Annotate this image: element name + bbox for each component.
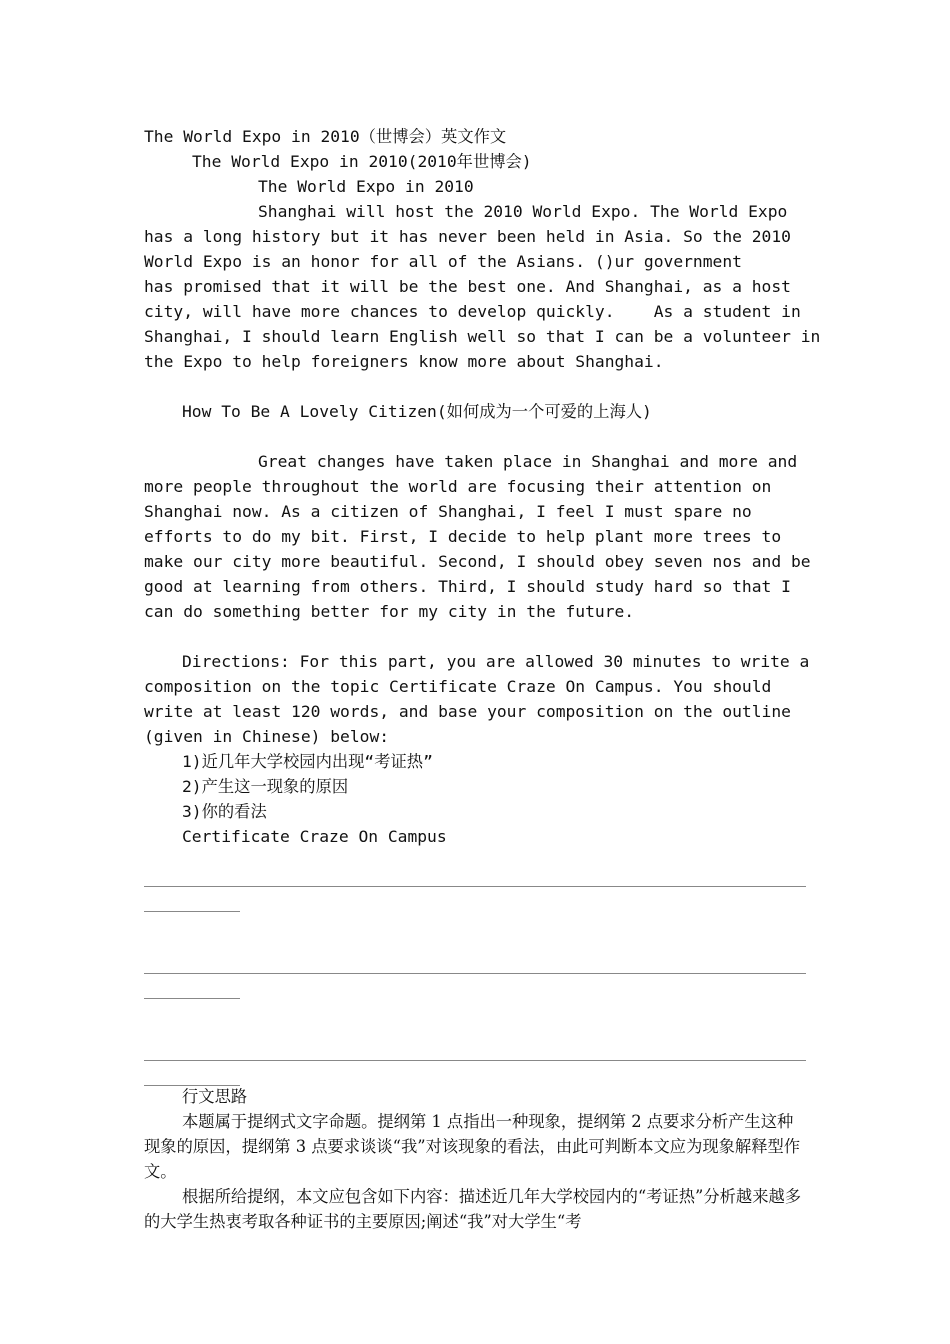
expo-line: has a long history but it has never been held in Asia. So the 2010 <box>144 227 791 246</box>
doc-title-line: The World Expo in 2010（世博会）英文作文 <box>144 127 507 146</box>
citizen-line: Great changes have taken place in Shanghai and more and <box>258 452 798 471</box>
outline-item: 3)你的看法 <box>182 802 267 821</box>
directions-line: Directions: For this part, you are allowed 30 minutes to write a <box>182 652 810 671</box>
answer-line-block <box>144 1060 809 1098</box>
analysis-heading: 行文思路 <box>182 1087 248 1106</box>
directions-line: composition on the topic Certificate Craze On Campus. You should <box>144 677 772 696</box>
citizen-line: good at learning from others. Third, I should study hard so that I <box>144 577 791 596</box>
answer-line-block <box>144 973 809 1048</box>
citizen-line: make our city more beautiful. Second, I should obey seven nos and be <box>144 552 811 571</box>
citizen-line: can do something better for my city in the future. <box>144 602 635 621</box>
answer-line-tail <box>144 911 240 912</box>
analysis-paragraph: 本题属于提纲式文字命题。提纲第 1 点指出一种现象，提纲第 2 点要求分析产生这种现象的原因，提纲第 3 点要求谈谈“我”对该现象的看法，由此可判断本文应为现象解释型作文。 <box>144 1112 801 1181</box>
citizen-line: Shanghai now. As a citizen of Shanghai, I feel I must spare no <box>144 502 752 521</box>
answer-line <box>144 886 806 887</box>
citizen-line: efforts to do my bit. First, I decide to help plant more trees to <box>144 527 782 546</box>
outline-item: 1)近几年大学校园内出现“考证热” <box>182 752 433 771</box>
expo-line: Shanghai will host the 2010 World Expo. The World Expo <box>258 202 788 221</box>
essay-title: Certificate Craze On Campus <box>182 827 447 846</box>
expo-line: World Expo is an honor for all of the Asians. ()ur government <box>144 252 742 271</box>
document-page <box>144 124 821 1234</box>
expo-line: has promised that it will be the best one. And Shanghai, as a host <box>144 277 791 296</box>
citizen-line: more people throughout the world are focusing their attention on <box>144 477 772 496</box>
directions-line: write at least 120 words, and base your composition on the outline <box>144 702 791 721</box>
expo-heading: The World Expo in 2010 <box>258 177 474 196</box>
answer-line-tail <box>144 1085 240 1086</box>
expo-line: Shanghai, I should learn English well so that I can be a volunteer in <box>144 327 821 346</box>
answer-line-block <box>144 886 809 961</box>
directions-line: (given in Chinese) below: <box>144 727 390 746</box>
outline-item: 2)产生这一现象的原因 <box>182 777 349 796</box>
expo-line: city, will have more chances to develop quickly. As a student in <box>144 302 801 321</box>
answer-line <box>144 973 806 974</box>
answer-line <box>144 1060 806 1061</box>
analysis-paragraph: 根据所给提纲，本文应包含如下内容：描述近几年大学校园内的“考证热”分析越来越多的大学生热衷考取各种证书的主要原因;阐述“我”对大学生“考 <box>144 1187 802 1231</box>
expo-line: the Expo to help foreigners know more about Shanghai. <box>144 352 664 371</box>
doc-subtitle-line: The World Expo in 2010(2010年世博会) <box>192 152 532 171</box>
answer-line-tail <box>144 998 240 999</box>
citizen-title: How To Be A Lovely Citizen(如何成为一个可爱的上海人) <box>182 402 652 421</box>
